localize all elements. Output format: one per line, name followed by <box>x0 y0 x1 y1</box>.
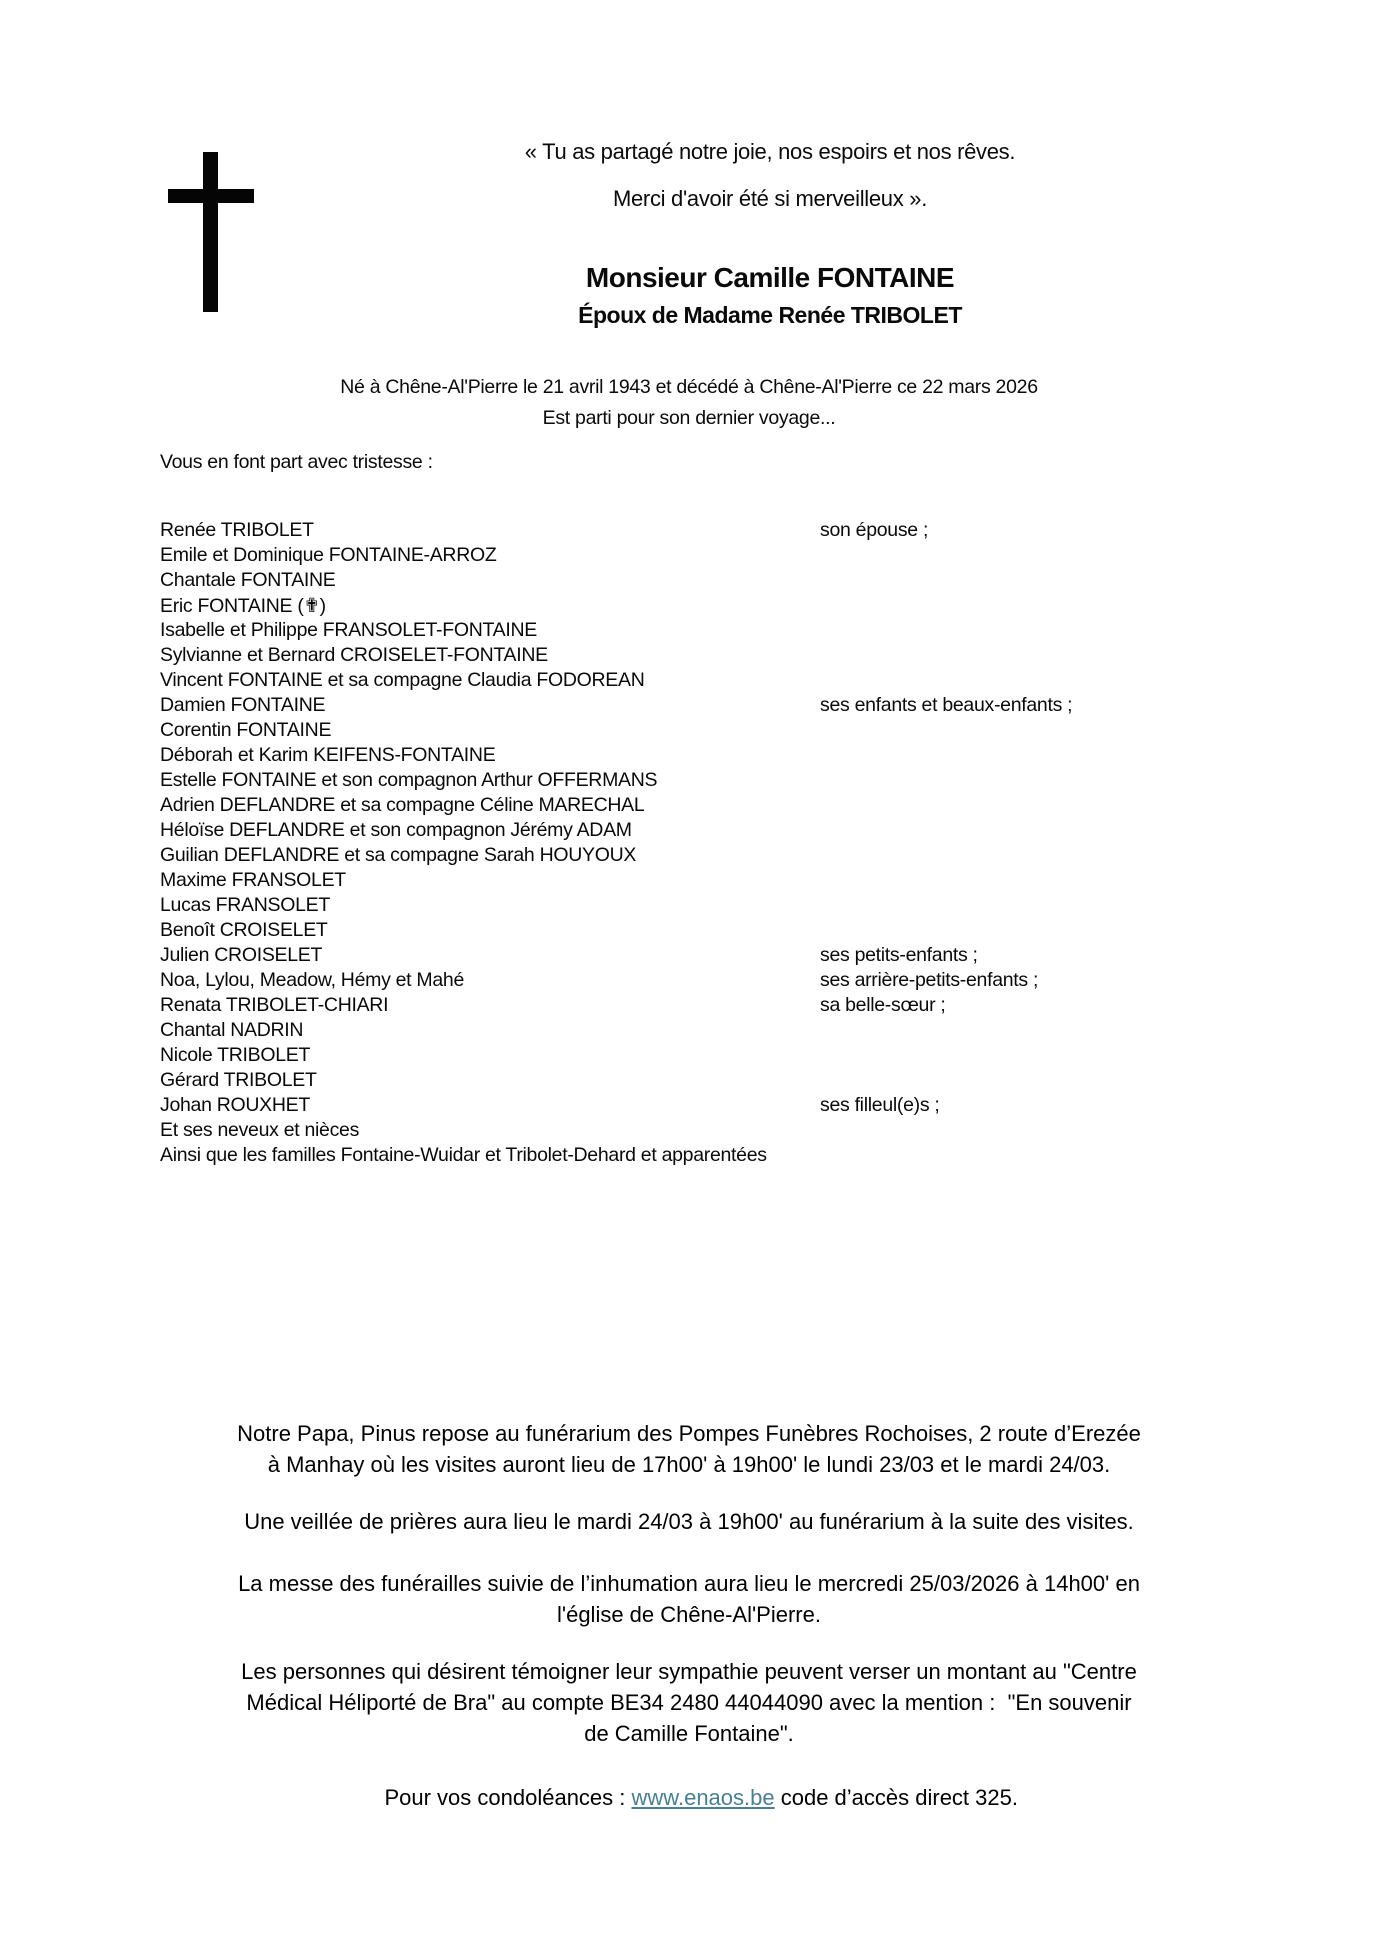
condolences-prefix: Pour vos condoléances : <box>384 1785 632 1810</box>
family-member-name: Julien CROISELET <box>160 944 323 966</box>
family-row <box>160 643 1378 668</box>
family-member-name: Vincent FONTAINE et sa compagne Claudia FODOREAN <box>160 669 645 691</box>
family-member-name: Guilian DEFLANDRE et sa compagne Sarah HOUYOUX <box>160 844 637 866</box>
family-member-name: Nicole TRIBOLET <box>160 1044 311 1066</box>
condolences-paragraph <box>60 1751 1318 1844</box>
family-row <box>160 718 1378 743</box>
memorial-quote-line: « Tu as partagé notre joie, nos espoirs et nos rêves. <box>524 139 1016 164</box>
family-row <box>160 943 1378 968</box>
family-row <box>160 1143 1378 1168</box>
repose-paragraph <box>60 1418 1318 1480</box>
family-row <box>160 968 1378 993</box>
family-row <box>160 668 1378 693</box>
family-member-name: Lucas FRANSOLET <box>160 894 330 916</box>
family-row <box>160 868 1378 893</box>
family-row <box>160 1118 1378 1143</box>
family-row <box>160 518 1378 543</box>
family-member-name: Estelle FONTAINE et son compagnon Arthur OFFERMANS <box>160 769 658 791</box>
memorial-quote <box>162 128 1378 222</box>
family-member-name: Noa, Lylou, Meadow, Hémy et Mahé <box>160 969 464 991</box>
family-member-name: Déborah et Karim KEIFENS-FONTAINE <box>160 744 496 766</box>
family-member-name: Benoît CROISELET <box>160 919 328 941</box>
family-member-name: Gérard TRIBOLET <box>160 1069 317 1091</box>
family-relation-label: ses arrière-petits-enfants ; <box>820 969 1039 991</box>
repose-line: Notre Papa, Pinus repose au funérarium des Pompes Funèbres Rochoises, 2 route d’Erezée <box>237 1421 1141 1446</box>
family-row <box>160 818 1378 843</box>
family-member-name: Damien FONTAINE <box>160 694 326 716</box>
memorial-quote-line: Merci d'avoir été si merveilleux ». <box>612 186 928 211</box>
family-row <box>160 1068 1378 1093</box>
family-row <box>160 793 1378 818</box>
birth-death-block <box>0 372 1378 434</box>
vigil-paragraph <box>60 1506 1318 1537</box>
enaos-link[interactable]: www.enaos.be <box>631 1785 775 1810</box>
family-relation-label: ses enfants et beaux-enfants ; <box>820 694 1073 716</box>
family-row <box>160 593 1378 618</box>
family-member-name: Johan ROUXHET <box>160 1094 310 1116</box>
family-list <box>160 518 1378 1168</box>
family-member-name: Sylvianne et Bernard CROISELET-FONTAINE <box>160 644 548 666</box>
family-relation-label: son épouse ; <box>820 519 929 541</box>
family-member-name: Et ses neveux et nièces <box>160 1119 360 1141</box>
family-relation-label: ses petits-enfants ; <box>820 944 978 966</box>
mass-line: La messe des funérailles suivie de l’inhumation aura lieu le mercredi 25/03/2026 à 14h00' en <box>238 1571 1140 1596</box>
family-member-name: Corentin FONTAINE <box>160 719 332 741</box>
family-member-name: Renée TRIBOLET <box>160 519 314 541</box>
mass-paragraph <box>60 1568 1318 1630</box>
family-row <box>160 993 1378 1018</box>
family-member-name: Isabelle et Philippe FRANSOLET-FONTAINE <box>160 619 537 641</box>
deceased-name: Monsieur Camille FONTAINE <box>585 262 955 293</box>
donation-line: de Camille Fontaine". <box>584 1721 794 1746</box>
family-relation-label: ses filleul(e)s ; <box>820 1094 940 1116</box>
family-member-name: Chantal NADRIN <box>160 1019 304 1041</box>
family-member-name: Renata TRIBOLET-CHIARI <box>160 994 389 1016</box>
condolences-suffix: code d’accès direct 325. <box>774 1785 1018 1810</box>
family-member-name: Eric FONTAINE (✟) <box>160 594 326 617</box>
family-row <box>160 618 1378 643</box>
birth-death-line: Né à Chêne-Al'Pierre le 21 avril 1943 et décédé à Chêne-Al'Pierre ce 22 mars 2026 <box>340 376 1038 398</box>
family-row <box>160 1093 1378 1118</box>
departure-line: Est parti pour son dernier voyage... <box>542 407 836 429</box>
family-row <box>160 543 1378 568</box>
family-row <box>160 893 1378 918</box>
deceased-member-cross-icon: ✟ <box>303 594 320 617</box>
mass-line: l'église de Chêne-Al'Pierre. <box>557 1602 821 1627</box>
family-member-name: Ainsi que les familles Fontaine-Wuidar et Tribolet-Dehard et apparentées <box>160 1144 767 1166</box>
family-member-name: Emile et Dominique FONTAINE-ARROZ <box>160 544 497 566</box>
repose-line: à Manhay où les visites auront lieu de 17h00' à 19h00' le lundi 23/03 et le mardi 24/03. <box>267 1452 1111 1477</box>
donation-line: Les personnes qui désirent témoigner leur sympathie peuvent verser un montant au "Centre <box>241 1659 1137 1684</box>
family-row <box>160 843 1378 868</box>
family-row <box>160 1043 1378 1068</box>
family-row <box>160 768 1378 793</box>
vigil-line: Une veillée de prières aura lieu le mardi 24/03 à 19h00' au funérarium à la suite des visites. <box>244 1509 1134 1534</box>
family-member-name: Chantale FONTAINE <box>160 569 336 591</box>
spouse-line: Époux de Madame Renée TRIBOLET <box>578 302 962 328</box>
donation-line: Médical Héliporté de Bra" au compte BE34 2480 44044090 avec la mention : "En souvenir <box>246 1690 1132 1715</box>
family-row <box>160 568 1378 593</box>
family-row <box>160 918 1378 943</box>
family-member-name: Adrien DEFLANDRE et sa compagne Céline MARECHAL <box>160 794 645 816</box>
family-row <box>160 743 1378 768</box>
announcement-intro: Vous en font part avec tristesse : <box>160 451 433 473</box>
family-row <box>160 693 1378 718</box>
family-relation-label: sa belle-sœur ; <box>820 994 946 1016</box>
donation-paragraph <box>60 1656 1318 1749</box>
family-member-name: Maxime FRANSOLET <box>160 869 346 891</box>
family-member-name: Héloïse DEFLANDRE et son compagnon Jérémy ADAM <box>160 819 632 841</box>
family-row <box>160 1018 1378 1043</box>
